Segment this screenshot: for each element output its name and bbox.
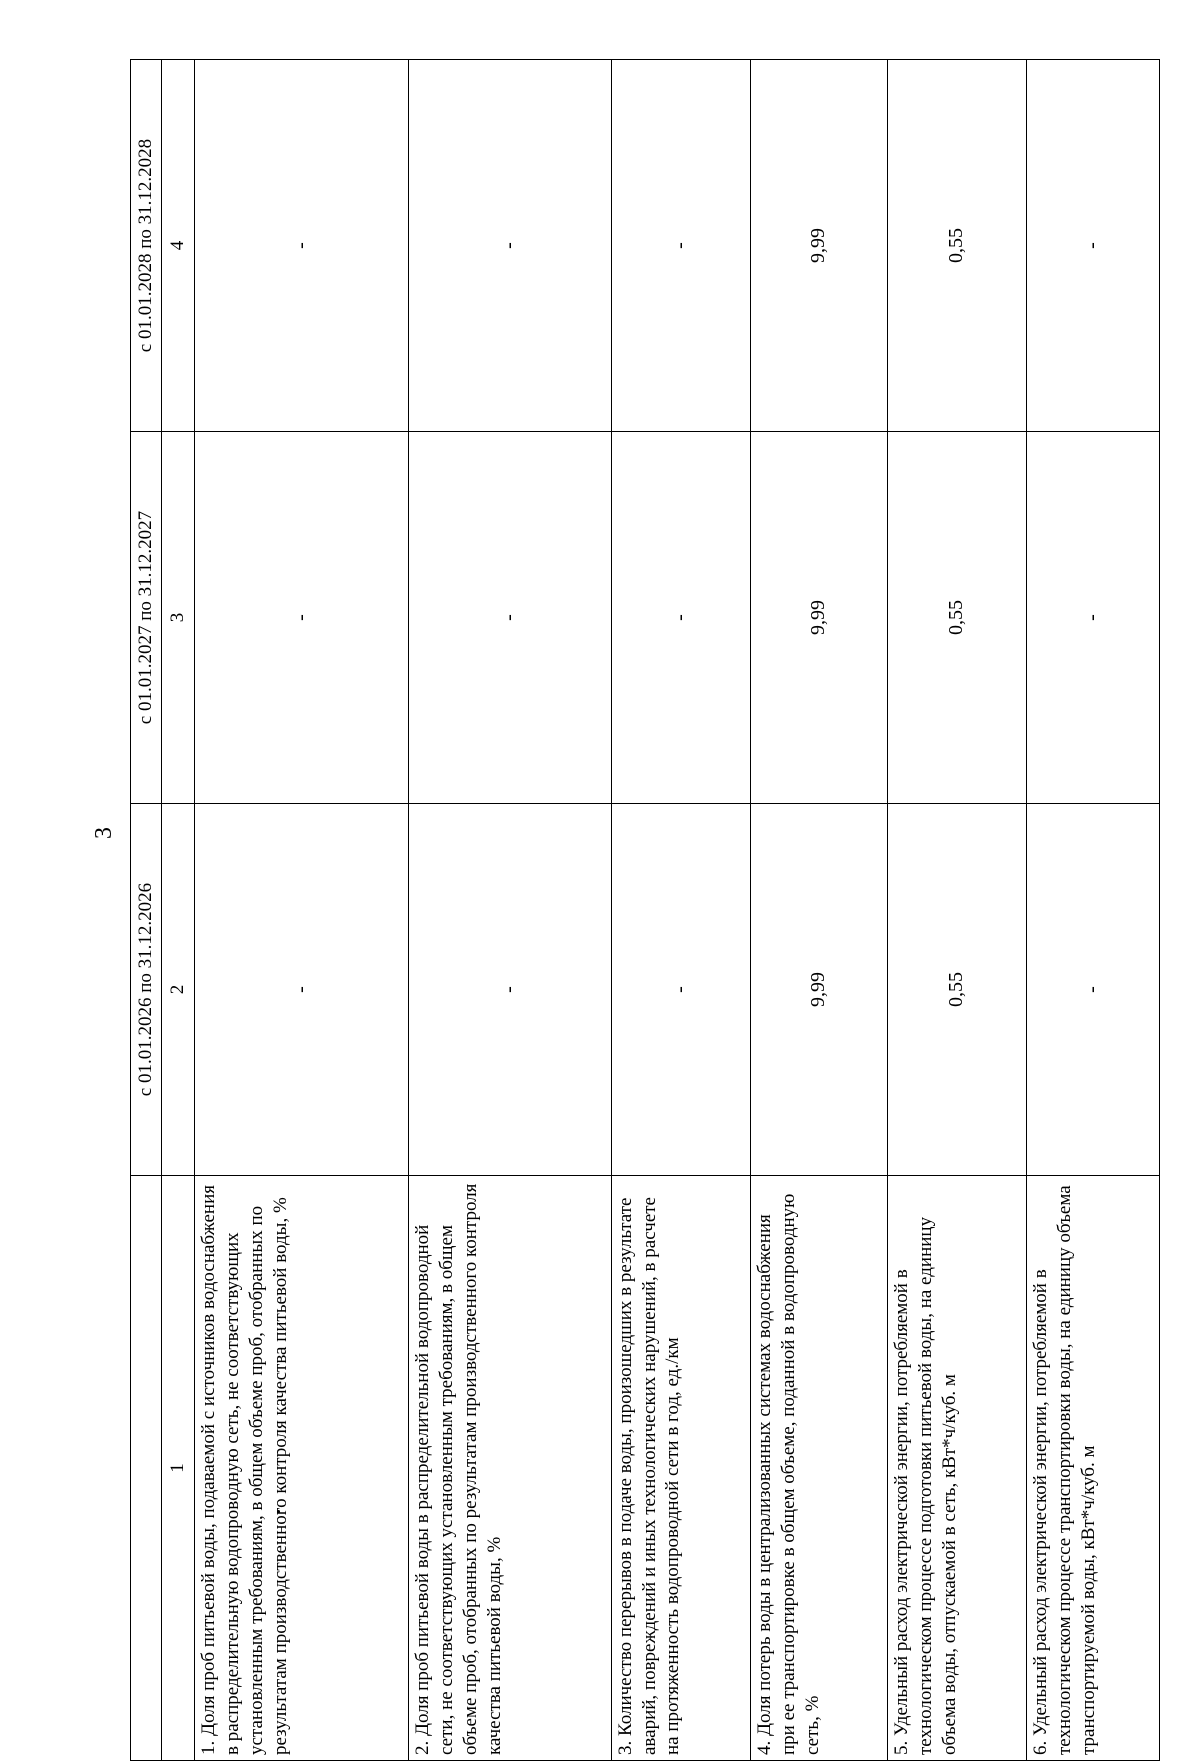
header-cell-2027: с 01.01.2027 по 31.12.2027 [131, 432, 162, 804]
indicator-label: 4. Доля потерь воды в централизованных системах водоснабжения при ее транспортировке в общем объеме, поданной в водопроводную сеть, % [750, 1176, 887, 1761]
column-number-row [162, 60, 195, 1761]
indicator-value: - [611, 804, 750, 1176]
indicator-value: - [1026, 432, 1159, 804]
indicator-value: 0,55 [887, 804, 1026, 1176]
indicator-label: 1. Доля проб питьевой воды, подаваемой с источников водоснабжения в распределительную водопроводную сеть, не соответствующих установленным требованиям, в общем объеме проб, отобранных по результатам производственного контроля качества питьевой воды, % [194, 1176, 408, 1761]
table-row [887, 60, 1026, 1761]
indicators-table-container [130, 61, 1160, 1761]
indicator-value: - [408, 804, 611, 1176]
indicator-value: - [408, 432, 611, 804]
indicator-value: 9,99 [750, 60, 887, 432]
column-number: 1 [162, 1176, 195, 1761]
indicator-value: 9,99 [750, 804, 887, 1176]
header-cell-2028: с 01.01.2028 по 31.12.2028 [131, 60, 162, 432]
indicator-label: 5. Удельный расход электрической энергии, потребляемой в технологическом процессе подготовки питьевой воды, на единицу объема воды, отпускаемой в сеть, кВт*ч/куб. м [887, 1176, 1026, 1761]
indicator-value: - [611, 432, 750, 804]
table-row [611, 60, 750, 1761]
indicator-value: - [194, 804, 408, 1176]
header-cell-2026: с 01.01.2026 по 31.12.2026 [131, 804, 162, 1176]
indicator-value: 0,55 [887, 432, 1026, 804]
indicator-value: - [1026, 60, 1159, 432]
table-row [194, 60, 408, 1761]
indicator-value: 9,99 [750, 432, 887, 804]
header-cell-label [131, 1176, 162, 1761]
indicator-value: - [194, 432, 408, 804]
column-number: 3 [162, 432, 195, 804]
indicator-value: - [1026, 804, 1159, 1176]
indicator-label: 2. Доля проб питьевой воды в распределительной водопроводной сети, не соответствующих установленным требованиям, в общем объеме проб, отобранных по результатам производственного контроля качества питьевой воды, % [408, 1176, 611, 1761]
column-number: 4 [162, 60, 195, 432]
table-row [1026, 60, 1159, 1761]
column-number: 2 [162, 804, 195, 1176]
indicator-value: - [611, 60, 750, 432]
header-row [131, 60, 162, 1761]
indicator-value: - [194, 60, 408, 432]
indicators-table [130, 59, 1160, 1761]
page-number: 3 [91, 827, 117, 839]
indicator-label: 3. Количество перерывов в подаче воды, произошедших в результате аварий, повреждений и иных технологических нарушений, в расчете на протяженность водопроводной сети в год, ед./км [611, 1176, 750, 1761]
indicator-value: 0,55 [887, 60, 1026, 432]
indicator-value: - [408, 60, 611, 432]
indicator-label: 6. Удельный расход электрической энергии, потребляемой в технологическом процессе транспортировки воды, на единицу объема транспортируемой воды, кВт*ч/куб. м [1026, 1176, 1159, 1761]
table-row [750, 60, 887, 1761]
table-row [408, 60, 611, 1761]
